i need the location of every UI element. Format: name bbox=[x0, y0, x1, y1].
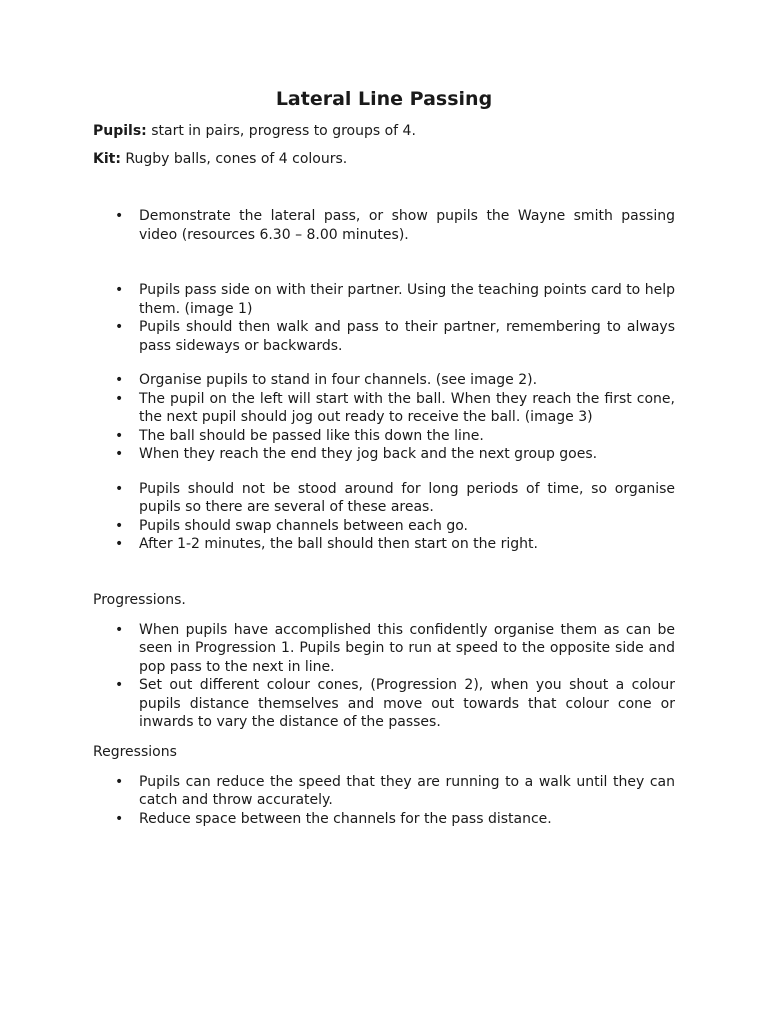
list-item-text: Set out different colour cones, (Progression 2), when you shout a colour pupils distance themselves and move out towards that colour cone or inwards to vary the distance of the passes. bbox=[139, 677, 675, 730]
list-item bbox=[93, 445, 675, 464]
list-item bbox=[93, 318, 675, 355]
bullet-icon: • bbox=[115, 536, 124, 552]
list-item bbox=[93, 281, 675, 318]
pupils-label: Pupils: bbox=[93, 123, 147, 139]
bullet-icon: • bbox=[115, 372, 124, 388]
bullet-icon: • bbox=[115, 480, 124, 497]
bullet-icon: • bbox=[115, 773, 124, 790]
list-item-text: When they reach the end they jog back and the next group goes. bbox=[139, 446, 598, 462]
list-item-text: Demonstrate the lateral pass, or show pupils the Wayne smith passing video (resources 6.30 – 8.00 minutes). bbox=[139, 208, 675, 243]
list-item bbox=[93, 676, 675, 732]
list-item bbox=[93, 480, 675, 517]
list-item bbox=[93, 535, 675, 554]
bullet-icon: • bbox=[115, 208, 124, 224]
list-item bbox=[93, 390, 675, 427]
organisation-bullet-list bbox=[93, 480, 675, 554]
bullet-icon: • bbox=[115, 621, 124, 638]
list-item-text: Pupils should not be stood around for long periods of time, so organise pupils so there are several of these areas. bbox=[139, 480, 675, 515]
list-item bbox=[93, 621, 675, 677]
bullet-icon: • bbox=[115, 446, 124, 462]
list-item bbox=[93, 810, 675, 829]
list-item-text: When pupils have accomplished this confidently organise them as can be seen in Progression 1. Pupils begin to run at speed to the opposite side and pop pass to the next in line. bbox=[139, 621, 675, 675]
pupils-line bbox=[93, 122, 675, 141]
channels-bullet-list bbox=[93, 371, 675, 464]
list-item-text: The pupil on the left will start with the ball. When they reach the first cone, the next pupil should jog out ready to receive the ball. (image 3) bbox=[139, 390, 675, 425]
list-item bbox=[93, 207, 675, 244]
bullet-icon: • bbox=[115, 677, 124, 693]
list-item-text: After 1-2 minutes, the ball should then start on the right. bbox=[139, 536, 538, 552]
list-item-text: Reduce space between the channels for the pass distance. bbox=[139, 810, 552, 827]
bullet-icon: • bbox=[115, 517, 124, 534]
kit-text: Rugby balls, cones of 4 colours. bbox=[120, 151, 348, 167]
bullet-icon: • bbox=[115, 427, 124, 444]
list-item-text: The ball should be passed like this down the line. bbox=[139, 427, 484, 444]
regressions-bullet-list bbox=[93, 773, 675, 829]
kit-label: Kit: bbox=[93, 151, 121, 167]
bullet-icon: • bbox=[115, 810, 124, 827]
list-item-text: Organise pupils to stand in four channels. (see image 2). bbox=[139, 372, 538, 388]
list-item bbox=[93, 371, 675, 390]
regressions-heading: Regressions bbox=[93, 743, 177, 760]
kit-line bbox=[93, 150, 675, 169]
document-page bbox=[93, 86, 675, 828]
partner-passing-bullet-list bbox=[93, 281, 675, 355]
list-item bbox=[93, 773, 675, 810]
list-item-text: Pupils should then walk and pass to their partner, remembering to always pass sideways or backwards. bbox=[139, 319, 675, 354]
list-item bbox=[93, 427, 675, 446]
list-item bbox=[93, 517, 675, 536]
intro-bullet-list bbox=[93, 207, 675, 244]
list-item-text: Pupils pass side on with their partner. Using the teaching points card to help them. (image 1) bbox=[139, 282, 675, 317]
list-item-text: Pupils can reduce the speed that they are running to a walk until they can catch and throw accurately. bbox=[139, 773, 675, 808]
document-title: Lateral Line Passing bbox=[275, 88, 493, 110]
list-item-text: Pupils should swap channels between each go. bbox=[139, 517, 468, 534]
bullet-icon: • bbox=[115, 319, 124, 335]
pupils-text: start in pairs, progress to groups of 4. bbox=[146, 123, 416, 139]
progressions-bullet-list bbox=[93, 621, 675, 732]
bullet-icon: • bbox=[115, 390, 124, 407]
bullet-icon: • bbox=[115, 282, 124, 298]
progressions-heading: Progressions. bbox=[93, 591, 186, 608]
